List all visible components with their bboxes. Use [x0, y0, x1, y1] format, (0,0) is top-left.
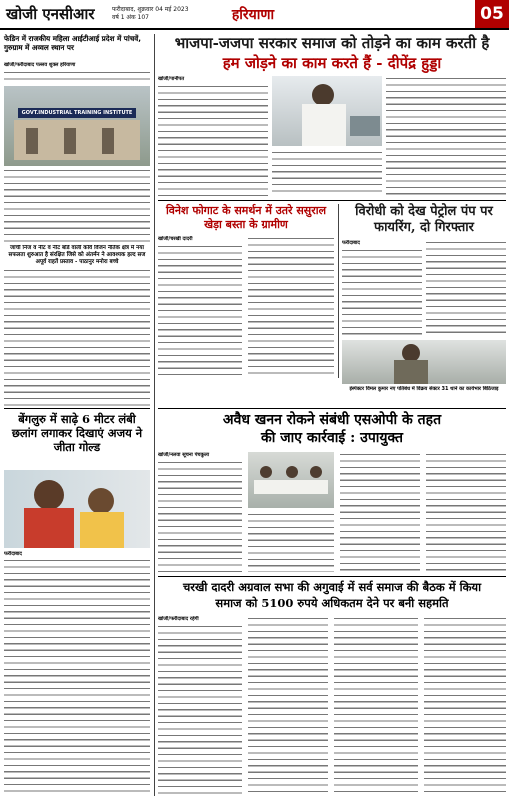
section-title: हरियाणा	[231, 7, 275, 23]
story7-headline-line2: समाज को 5100 रुपये अधिकतम देने पर बनी सहमति	[215, 596, 449, 610]
story3-col3	[386, 76, 506, 196]
story1-intro-text	[4, 70, 150, 84]
story1-subhead: जांची निज व नीट व नीट बोर्ड वाली कवि विजन नैतिक क्षेत्र मे नया सफलता शुरुआत है संरक्षित जिसे को अंतर्मन ने आवश्यक हल्द सज अपूर्व राहतें प्रस्ताव - पाठानुर मनोरा बच्चे	[8, 245, 146, 265]
story5-col2	[426, 240, 506, 336]
story6-col1	[158, 460, 242, 572]
story6-col3	[340, 452, 420, 572]
story4-col1	[158, 244, 242, 378]
story6-col2	[248, 512, 334, 572]
story1-dateline: खोजी/फरीदाबाद पल्लव शुक्ल हरियाणा	[4, 62, 76, 68]
story7-headline-line1: चरखी दादरी अग्रवाल सभा की अगुवाई में सर्व समाज की बैठक में किया	[182, 580, 482, 594]
story1-body-2	[4, 268, 150, 406]
story1-body	[4, 168, 150, 242]
story5-col1	[342, 248, 422, 336]
page-number: 05	[475, 0, 509, 28]
story2-photo	[4, 470, 150, 548]
story6-headline-line1: अवैध खनन रोकने संबंधी एसओपी के तहत	[222, 412, 442, 428]
story1-headline: फेडिन में राजकीय महिला आईटीआई प्रदेश में पांचवें, गुरुग्राम में अव्वल स्थान पर	[4, 34, 142, 52]
story3-photo	[272, 76, 382, 146]
story3-headline-line1: भाजपा-जजपा सरकार समाज को तोड़ने का काम करती है	[174, 34, 490, 52]
story3-col2	[272, 150, 382, 196]
story5-dateline: फरीदाबाद	[342, 240, 360, 246]
story5-photo	[342, 340, 506, 384]
story4-headline: विनेश फोगाट के समर्थन में उतरे ससुराल खेड़ा बस्ता के ग्रामीण	[165, 204, 327, 231]
story7-col4	[424, 616, 506, 796]
story2-body	[4, 558, 150, 796]
story3-col1	[158, 84, 268, 196]
story6-dateline: खोजी/नलवा सूचना पंचकुला	[158, 452, 210, 458]
story6-photo	[248, 452, 334, 508]
masthead	[0, 0, 509, 30]
dateline-date: फरीदाबाद, शुक्रवार 04 मई 2023	[112, 6, 189, 13]
story2-headline: बेंगलुरु में साढ़े 6 मीटर लंबी छलांग लगाकर दिखाएं अजय ने जीता गोल्ड	[11, 412, 143, 454]
story5-caption: इंस्पेक्टर विमल कुमार नए पतिबंध में विक्रय सेक्टर 31 थाने का कार्यभार बिठिजाइ	[349, 386, 499, 392]
story5-headline: विरोधी को देख पेट्रोल पंप पर फायरिंग, दो गिरफ्तार	[355, 204, 493, 235]
newspaper-logo: खोजी एनसीआर	[6, 5, 95, 23]
story4-col2	[248, 236, 334, 378]
story7-dateline: खोजी/फरीदाबाद रहेगी	[158, 616, 199, 622]
story3-dateline: खोजी/पानीपत	[158, 76, 185, 82]
dateline	[112, 6, 189, 22]
story1-photo	[4, 86, 150, 166]
story4-dateline: खोजी/चरखी दादरी	[158, 236, 193, 242]
story6-headline-line2: की जाए कार्रवाई : उपायुक्त	[260, 430, 404, 446]
institute-sign: GOVT.INDUSTRIAL TRAINING INSTITUTE	[18, 108, 136, 118]
story3-headline-line2: हम जोड़ने का काम करते हैं - दीपेंद्र हुड्डा	[222, 54, 442, 72]
dateline-issue: वर्ष 1 अंक 107	[112, 14, 149, 21]
story7-col2	[248, 616, 328, 796]
story2-dateline: फरीदाबाद	[4, 551, 22, 557]
story7-col3	[334, 616, 418, 796]
story6-col4	[426, 452, 506, 572]
story7-col1	[158, 624, 242, 796]
